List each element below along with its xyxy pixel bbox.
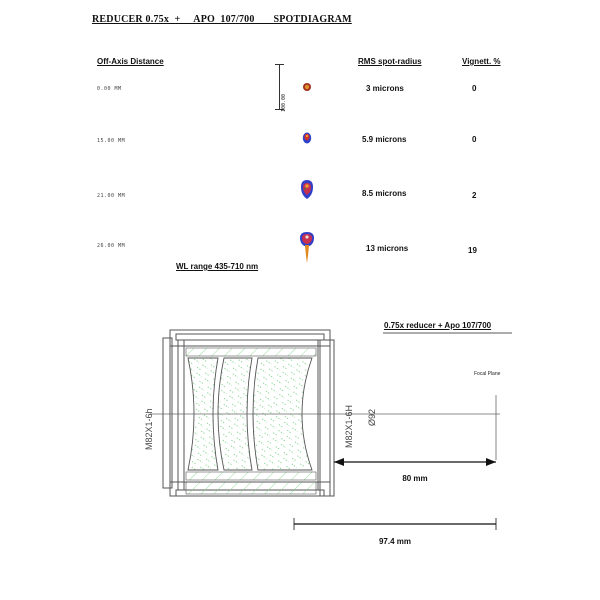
bottom-spacer [186, 472, 316, 480]
dimension-80mm-label: 80 mm [402, 474, 428, 483]
rms-1: 5.9 microns [362, 135, 407, 144]
distance-3: 26.00 MM [97, 243, 126, 249]
scale-bar [279, 64, 280, 110]
header-rms-spot-radius: RMS spot-radius [358, 57, 422, 66]
vignett-0: 0 [472, 84, 477, 93]
spot-2 [301, 180, 313, 199]
dimension-97mm-label: 97.4 mm [378, 537, 412, 546]
rms-0: 3 microns [366, 84, 404, 93]
top-spacer [186, 348, 316, 356]
dimension-80mm [334, 458, 496, 466]
rms-2: 8.5 microns [362, 189, 407, 198]
distance-0: 0.00 MM [97, 86, 122, 92]
dimension-97mm [294, 518, 496, 530]
rms-3: 13 microns [366, 244, 409, 253]
lower-ring [186, 482, 316, 494]
diameter-label: Ø92 [367, 408, 377, 426]
spot-1 [303, 133, 311, 144]
header-off-axis-distance: Off-Axis Distance [97, 57, 164, 66]
page-title: REDUCER 0.75x + APO 107/700 SPOTDIAGRAM [92, 14, 352, 25]
distance-2: 21.00 MM [97, 193, 126, 199]
scale-bar-cap-top [275, 64, 284, 65]
thread-left-label: M82X1-6h [144, 408, 154, 450]
drawing-caption: 0.75x reducer + Apo 107/700 [384, 321, 492, 330]
vignett-1: 0 [472, 135, 477, 144]
spot-3 [300, 232, 314, 263]
vignett-3: 19 [468, 246, 477, 255]
spot-diagrams [290, 75, 326, 275]
scale-label: 100.00 [281, 93, 287, 112]
header-vignetting: Vignett. % [462, 57, 501, 66]
spot-0 [303, 83, 311, 91]
thread-right-label: M82X1-6H [344, 404, 354, 448]
wl-range: WL range 435-710 nm [176, 262, 259, 271]
reducer-drawing [0, 300, 600, 560]
distance-1: 15.00 MM [97, 138, 126, 144]
focal-plane-label: Focal Plane [474, 371, 501, 377]
vignett-2: 2 [472, 191, 477, 200]
